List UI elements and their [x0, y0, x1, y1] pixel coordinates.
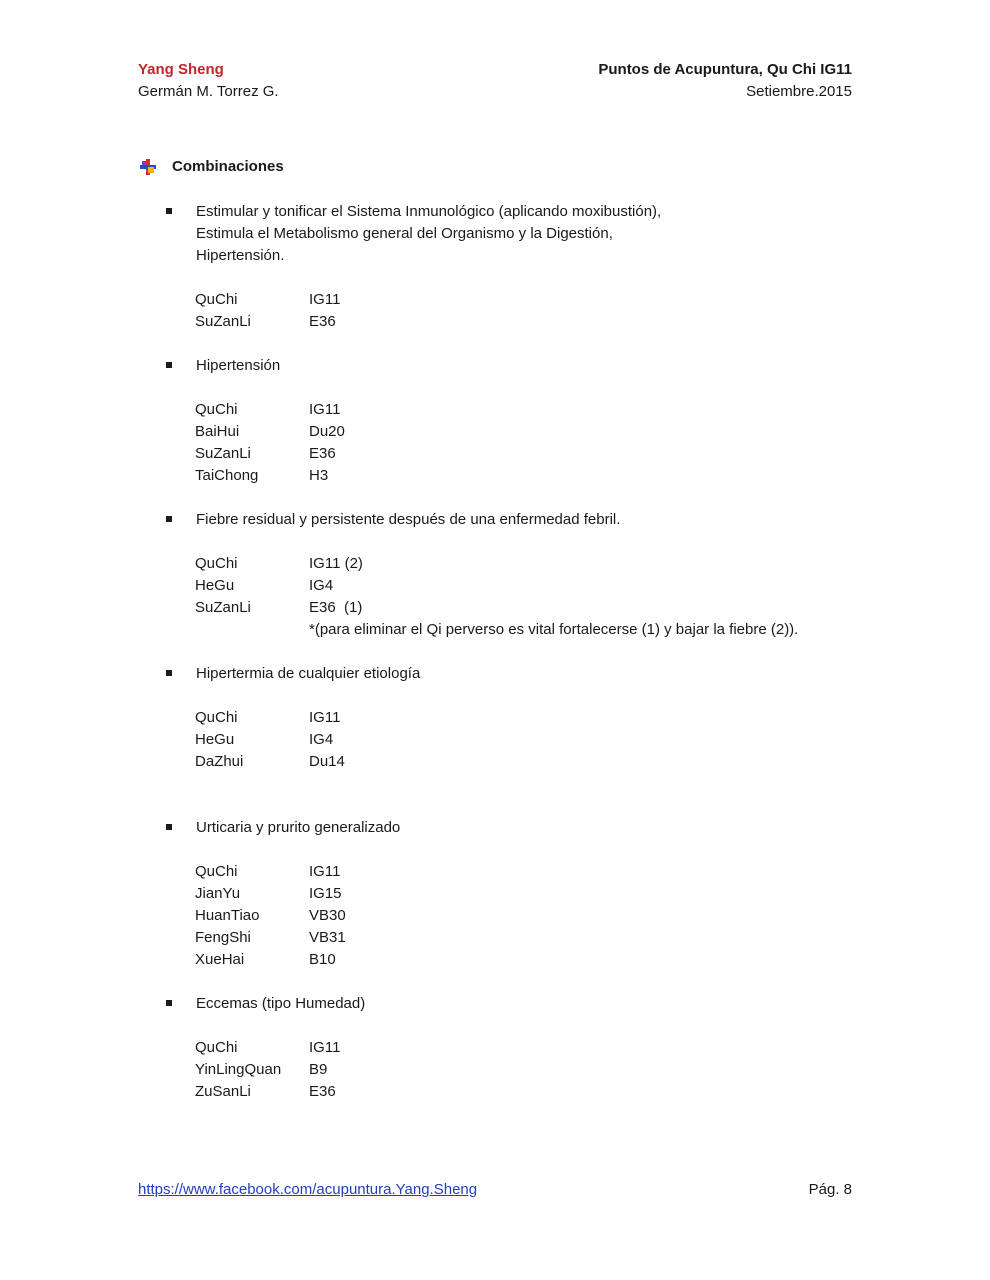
point-row [195, 1081, 866, 1103]
combination-item [166, 993, 866, 1103]
point-row [195, 729, 866, 751]
point-name: JianYu [195, 885, 241, 902]
point-row [195, 1037, 866, 1059]
facebook-link[interactable]: https://www.facebook.com/acupuntura.Yang.Sheng [138, 1181, 478, 1198]
document-date: Setiembre.2015 [746, 83, 852, 100]
combination-description [196, 817, 866, 839]
point-code: E36 [309, 1083, 336, 1100]
spacer [166, 773, 866, 817]
point-code: IG11 [309, 401, 341, 418]
brand-title: Yang Sheng [138, 61, 224, 78]
point-name: HeGu [195, 731, 235, 748]
point-name: DaZhui [195, 753, 244, 770]
combination-note: *(para eliminar el Qi perverso es vital fortalecerse (1) y bajar la fiebre (2)). [309, 621, 799, 638]
square-bullet-icon [166, 208, 172, 214]
point-code: E36 [309, 445, 336, 462]
point-row [195, 443, 866, 465]
point-name: FengShi [195, 929, 251, 946]
point-row [195, 707, 866, 729]
point-code: IG11 (2) [309, 555, 363, 572]
point-name: HuanTiao [195, 907, 260, 924]
point-code: IG4 [309, 577, 334, 594]
point-row [195, 927, 866, 949]
combination-description [196, 509, 866, 531]
combination-item [166, 663, 866, 773]
spacer [166, 487, 866, 509]
page-number: Pág. 8 [808, 1181, 852, 1198]
point-name: YinLingQuan [195, 1061, 282, 1078]
combinations-list [166, 201, 866, 1103]
point-code: B9 [309, 1061, 328, 1078]
point-name: XueHai [195, 951, 245, 968]
author-name: Germán M. Torrez G. [138, 83, 279, 100]
points-table [195, 861, 866, 971]
spacer [166, 333, 866, 355]
combination-description [196, 201, 866, 267]
square-bullet-icon [166, 362, 172, 368]
point-code: IG11 [309, 1039, 341, 1056]
colored-bullet-icon [140, 159, 156, 175]
description-line: Fiebre residual y persistente después de una enfermedad febril. [196, 511, 621, 528]
point-name: SuZanLi [195, 313, 251, 330]
points-table [195, 553, 866, 641]
header-right [598, 59, 852, 103]
point-row [195, 465, 866, 487]
points-table [195, 1037, 866, 1103]
combination-item [166, 201, 866, 333]
point-name: HeGu [195, 577, 235, 594]
point-row [195, 575, 866, 597]
point-row [195, 553, 866, 575]
point-code: E36 [309, 313, 336, 330]
combination-description [196, 663, 866, 685]
description-line: Eccemas (tipo Humedad) [196, 995, 366, 1012]
description-line: Urticaria y prurito generalizado [196, 819, 401, 836]
spacer [166, 641, 866, 663]
point-row [195, 905, 866, 927]
point-row [195, 421, 866, 443]
point-code: B10 [309, 951, 336, 968]
combination-description [196, 355, 866, 377]
description-line: Hipertensión. [196, 247, 285, 264]
combination-item [166, 509, 866, 641]
point-name: TaiChong [195, 467, 259, 484]
square-bullet-icon [166, 670, 172, 676]
point-code: IG11 [309, 291, 341, 308]
point-code: VB31 [309, 929, 346, 946]
point-name: SuZanLi [195, 445, 251, 462]
combination-item [166, 817, 866, 971]
point-code: Du20 [309, 423, 345, 440]
page-footer [138, 1179, 852, 1201]
point-row [195, 949, 866, 971]
point-name: SuZanLi [195, 599, 251, 616]
point-row [195, 861, 866, 883]
description-line: Hipertensión [196, 357, 281, 374]
point-name: QuChi [195, 401, 238, 418]
section-title: Combinaciones [172, 158, 284, 175]
point-name: QuChi [195, 1039, 238, 1056]
point-code: VB30 [309, 907, 346, 924]
point-row [195, 883, 866, 905]
point-row [195, 751, 866, 773]
document-title: Puntos de Acupuntura, Qu Chi IG11 [598, 61, 852, 78]
point-code: IG4 [309, 731, 334, 748]
square-bullet-icon [166, 824, 172, 830]
point-name: QuChi [195, 291, 238, 308]
point-row [195, 311, 866, 333]
points-table [195, 707, 866, 773]
square-bullet-icon [166, 1000, 172, 1006]
points-table [195, 289, 866, 333]
point-code: Du14 [309, 753, 345, 770]
point-row [195, 289, 866, 311]
point-name: BaiHui [195, 423, 240, 440]
point-row [195, 1059, 866, 1081]
header-left [138, 59, 279, 103]
point-code: IG15 [309, 885, 342, 902]
spacer [166, 971, 866, 993]
point-code: IG11 [309, 709, 341, 726]
point-code: E36 (1) [309, 599, 363, 616]
description-line: Estimula el Metabolismo general del Organismo y la Digestión, [196, 225, 613, 242]
point-row [195, 597, 866, 619]
section-heading [140, 158, 284, 175]
combination-description [196, 993, 866, 1015]
point-name: ZuSanLi [195, 1083, 251, 1100]
point-code: IG11 [309, 863, 341, 880]
description-line: Estimular y tonificar el Sistema Inmunológico (aplicando moxibustión), [196, 203, 662, 220]
description-line: Hipertermia de cualquier etiología [196, 665, 421, 682]
square-bullet-icon [166, 516, 172, 522]
combination-item [166, 355, 866, 487]
point-name: QuChi [195, 863, 238, 880]
point-code: H3 [309, 467, 329, 484]
point-name: QuChi [195, 709, 238, 726]
point-row [195, 399, 866, 421]
point-name: QuChi [195, 555, 238, 572]
points-table [195, 399, 866, 487]
